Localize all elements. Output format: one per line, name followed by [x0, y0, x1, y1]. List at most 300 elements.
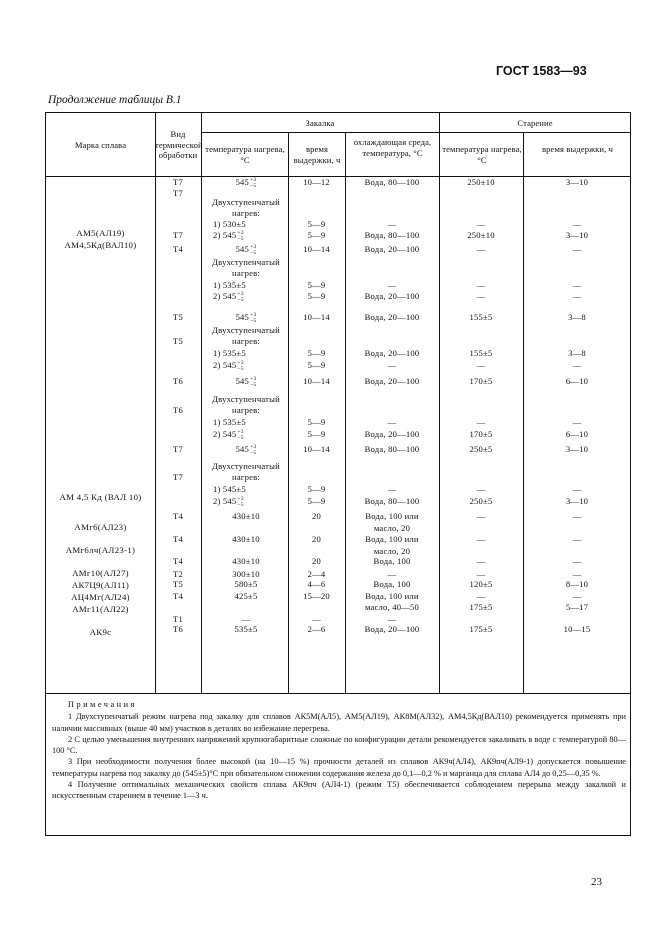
table-cell-text: —	[476, 569, 486, 579]
table-cell-text: —	[476, 591, 486, 601]
table-cell-heat	[155, 511, 201, 521]
table-cell-text: Вода, 100 или	[365, 511, 419, 521]
table-cell-temp	[213, 280, 279, 290]
table-cell-text: 545	[235, 376, 250, 386]
tolerance-lower: −5	[250, 450, 257, 457]
tolerance-lower: −5	[250, 318, 257, 325]
table-cell-heat	[155, 556, 201, 566]
tolerance-lower: −5	[250, 250, 257, 257]
table-cell-temp	[205, 405, 287, 415]
table-cell-atime	[523, 444, 631, 454]
header-aging-time: время выдержки, ч	[541, 144, 614, 154]
table-cell-temp	[205, 208, 287, 218]
table-cell-text: 535±5	[234, 624, 258, 634]
tolerance-mark	[237, 360, 243, 372]
table-cell-atime	[523, 556, 631, 566]
table-cell-temp	[205, 336, 287, 346]
tolerance-upper: +3	[250, 177, 257, 184]
table-cell-text: —	[387, 219, 397, 229]
table-cell-temp	[205, 556, 287, 566]
table-cell-time	[288, 312, 345, 322]
table-cell-text: —	[476, 244, 486, 254]
table-cell-text: 2) 545	[213, 291, 237, 301]
grade-label: АМг10(АЛ27)	[72, 568, 129, 578]
table-cell-temp	[205, 197, 287, 207]
table-cell-text: 3—8	[568, 312, 586, 322]
grade-label: АК9с	[89, 627, 112, 637]
table-cell-heat	[155, 444, 201, 454]
header-quench-medium: охлаждающая среда, температура, °С	[353, 137, 432, 158]
table-cell-text: —	[387, 569, 397, 579]
table-cell-atime	[523, 534, 631, 544]
table-cell-atemp	[439, 417, 523, 427]
tolerance-upper: +3	[237, 291, 244, 298]
table-cell-medium	[345, 614, 439, 624]
table-cell-temp	[205, 461, 287, 471]
table-cell-text: масло, 20	[373, 546, 411, 556]
table-cell-text: 10—14	[303, 244, 330, 254]
table-cell-temp	[213, 230, 279, 242]
table-cell-temp	[205, 244, 287, 256]
header-grade: Марка сплава	[74, 140, 127, 150]
table-cell-medium	[345, 360, 439, 370]
table-cell-heat	[155, 614, 201, 624]
table-cell-atemp	[439, 291, 523, 301]
header-heat: Вид термической обработки	[155, 129, 203, 160]
table-cell-heat	[155, 472, 201, 482]
grade-label: АМ5(АЛ19)	[76, 228, 125, 238]
tolerance-mark	[237, 496, 243, 508]
table-cell-text: Т7	[173, 444, 183, 454]
table-cell-heat	[155, 624, 201, 634]
table-cell-text: —	[572, 244, 582, 254]
table-cell-text: Т7	[173, 472, 183, 482]
table-cell-atemp	[439, 534, 523, 544]
table-cell-text: 6—10	[565, 376, 589, 386]
tolerance-mark	[237, 291, 243, 303]
tolerance-mark	[250, 376, 256, 388]
table-cell-text: Т4	[173, 244, 183, 254]
table-cell-atemp	[439, 429, 523, 439]
col-divider	[288, 133, 289, 694]
table-cell-text: 2) 545	[213, 230, 237, 240]
table-cell-text: Вода, 100 или	[365, 534, 419, 544]
table-cell-atemp	[439, 244, 523, 254]
table-cell-time	[288, 291, 345, 301]
table-cell-atime	[523, 591, 631, 601]
table-cell-text: 5—9	[307, 417, 326, 427]
table-cell-text: —	[387, 417, 397, 427]
table-cell-text: 120±5	[469, 579, 493, 589]
table-cell-text: 2—6	[307, 624, 326, 634]
col-divider	[155, 113, 156, 694]
table-cell-text: 430±10	[232, 511, 260, 521]
table-cell-atime	[523, 280, 631, 290]
table-cell-atemp	[439, 579, 523, 589]
table-cell-text: Вода, 80—100	[364, 177, 420, 187]
document-code: ГОСТ 1583—93	[496, 64, 587, 78]
table-cell-text: 3—8	[568, 348, 586, 358]
table-cell-temp	[213, 360, 279, 372]
table-cell-atime	[523, 429, 631, 439]
tolerance-upper: +3	[250, 444, 257, 451]
tolerance-mark	[237, 230, 243, 242]
table-cell-temp	[205, 511, 287, 521]
table-cell-time	[288, 360, 345, 370]
table-cell-atime	[523, 291, 631, 301]
table-cell-time	[288, 230, 345, 240]
table-cell-text: Т7	[173, 188, 183, 198]
table-cell-text: —	[387, 360, 397, 370]
tolerance-lower: −5	[237, 435, 244, 442]
table-cell-temp	[213, 219, 279, 229]
table-cell-text: 2) 545	[213, 360, 237, 370]
table-cell-medium	[345, 511, 439, 521]
table-cell-text: —	[476, 280, 486, 290]
header-aging-temp: температура нагрева, °С	[442, 144, 522, 165]
table-cell-text: —	[312, 614, 321, 624]
table-cell-medium	[345, 534, 439, 544]
header-quench-time: время выдержки, ч	[293, 144, 341, 165]
table-cell-heat	[155, 336, 201, 346]
table-cell-text: 170±5	[469, 429, 493, 439]
table-cell-medium	[345, 624, 439, 634]
table-cell-temp	[205, 376, 287, 388]
table-cell-text: 250±10	[467, 230, 495, 240]
table-cell-text: 10—15	[563, 624, 591, 634]
tolerance-lower: −5	[237, 297, 244, 304]
table-cell-text: 1) 535±5	[213, 348, 246, 358]
table-cell-text: Т6	[173, 376, 183, 386]
table-cell-text: —	[387, 280, 397, 290]
table-cell-heat	[155, 177, 201, 187]
table-cell-medium	[345, 429, 439, 439]
table-cell-medium	[345, 348, 439, 358]
table-cell-temp	[205, 325, 287, 335]
table-cell-text: —	[572, 360, 582, 370]
table-cell-text: 2) 545	[213, 429, 237, 439]
table-cell-text: 15—20	[303, 591, 330, 601]
table-cell-medium	[345, 312, 439, 322]
grade-label: АМг11(АЛ22)	[72, 604, 129, 614]
table-cell-atemp	[439, 376, 523, 386]
table-cell-text: 1) 530±5	[213, 219, 246, 229]
grade-label: АЦ4Мг(АЛ24)	[71, 592, 130, 602]
table-cell-text: 4—6	[307, 579, 326, 589]
table-cell-text: —	[572, 219, 582, 229]
tolerance-upper: +3	[250, 312, 257, 319]
table-cell-text: 10—12	[303, 177, 330, 187]
table-cell-text: —	[476, 219, 486, 229]
table-cell-text: Т5	[173, 579, 183, 589]
table-cell-atime	[523, 360, 631, 370]
table-cell-medium	[345, 484, 439, 494]
table-cell-text: Т1	[173, 614, 183, 624]
table-cell-text: 175±5	[469, 624, 493, 634]
table-cell-text: 5—9	[307, 429, 326, 439]
table-cell-text: 545	[235, 444, 250, 454]
table-cell-medium	[345, 219, 439, 229]
table-cell-text: нагрев:	[232, 472, 260, 482]
table-cell-atemp	[439, 556, 523, 566]
table-cell-text: Т4	[173, 591, 183, 601]
tolerance-upper: +3	[237, 429, 244, 436]
table-cell-text: —	[572, 417, 582, 427]
table-cell-time	[288, 376, 345, 386]
table-cell-text: масло, 20	[373, 523, 411, 533]
note-item: 1 Двухступенчатый режим нагрева под закалку для сплавов АК5М(АЛ5), АМ5(АЛ19), АК8М(АЛ32), АМ4,5Кд(ВАЛ10) рекомендуется применять при наличии массивных (выше 40 мм) участков в деталях во избежание перегрева.	[52, 712, 626, 733]
table-cell-time	[288, 624, 345, 634]
table-cell-text: 6—10	[565, 429, 589, 439]
table-cell-text: —	[572, 280, 582, 290]
table-cell-time	[288, 177, 345, 187]
table-cell-medium	[345, 602, 439, 612]
table-cell-atemp	[439, 511, 523, 521]
table-cell-text: —	[241, 614, 251, 624]
tolerance-lower: −5	[237, 236, 244, 243]
table-cell-text: 20	[312, 534, 321, 544]
table-cell-medium	[345, 230, 439, 240]
table-cell-heat	[155, 569, 201, 579]
table-cell-text: 3—10	[565, 496, 589, 506]
table-cell-text: нагрев:	[232, 208, 260, 218]
table-cell-medium	[345, 523, 439, 533]
table-cell-text: Вода, 100	[373, 556, 411, 566]
table-cell-medium	[345, 591, 439, 601]
table-cell-text: —	[572, 534, 582, 544]
table-cell-atemp	[439, 312, 523, 322]
table-cell-text: Вода, 100	[373, 579, 411, 589]
tolerance-lower: −5	[237, 366, 244, 373]
page-number: 23	[591, 876, 602, 888]
table-cell-text: 2—4	[307, 569, 326, 579]
table-cell-text: 5—9	[307, 230, 326, 240]
table-cell-time	[288, 429, 345, 439]
table-cell-text: Т5	[173, 312, 183, 322]
table-cell-text: Вода, 20—100	[364, 244, 420, 254]
table-cell-text: Т7	[173, 177, 183, 187]
table-cell-text: 3—10	[565, 177, 589, 187]
table-cell-text: —	[476, 511, 486, 521]
table-cell-text: Т4	[173, 556, 183, 566]
table-cell-atime	[523, 177, 631, 187]
table-cell-text: 8—10	[565, 579, 589, 589]
table-cell-medium	[345, 444, 439, 454]
table-cell-temp	[205, 591, 287, 601]
table-cell-atemp	[439, 360, 523, 370]
table-cell-temp	[205, 579, 287, 589]
tolerance-lower: −5	[250, 183, 257, 190]
table-cell-temp	[205, 268, 287, 278]
grade-label: АМг6(АЛ23)	[74, 522, 127, 532]
table-cell-atime	[523, 219, 631, 229]
note-item: 4 Получение оптимальных механических свойств сплава АК9пч (АЛ4-1) (режим Т5) обеспечивается соблюдением перерыва между закалкой и искусственным старением в течение 1—3 ч.	[52, 780, 626, 801]
table-cell-text: 1) 535±5	[213, 280, 246, 290]
table-cell-heat	[155, 376, 201, 386]
table-cell-text: Вода, 20—100	[364, 429, 420, 439]
table-cell-temp	[205, 614, 287, 624]
tolerance-mark	[250, 244, 256, 256]
table-cell-text: масло, 40—50	[364, 602, 420, 612]
table-cell-time	[288, 511, 345, 521]
table-cell-text: 175±5	[469, 602, 493, 612]
table-cell-text: Вода, 20—100	[364, 376, 420, 386]
table-cell-text: 10—14	[303, 444, 330, 454]
table-cell-medium	[345, 556, 439, 566]
grade-label: АМ 4,5 Кд (ВАЛ 10)	[59, 492, 142, 502]
header-aging: Старение	[517, 118, 553, 128]
table-cell-text: 10—14	[303, 376, 330, 386]
table-cell-temp	[213, 348, 279, 358]
tolerance-upper: +3	[250, 376, 257, 383]
table-cell-text: 170±5	[469, 376, 493, 386]
table-cell-text: Вода, 100 или	[365, 591, 419, 601]
table-cell-atemp	[439, 484, 523, 494]
table-cell-time	[288, 219, 345, 229]
table-cell-text: 3—10	[565, 230, 589, 240]
tolerance-mark	[250, 312, 256, 324]
table-cell-temp	[205, 177, 287, 189]
table-cell-text: 300±10	[232, 569, 260, 579]
table-cell-text: нагрев:	[232, 405, 260, 415]
table-cell-text: 20	[312, 511, 321, 521]
table-cell-atime	[523, 579, 631, 589]
table-cell-text: нагрев:	[232, 268, 260, 278]
table-cell-medium	[345, 280, 439, 290]
table-cell-text: 250±5	[469, 444, 493, 454]
table-cell-atime	[523, 417, 631, 427]
table-cell-atime	[523, 511, 631, 521]
table-cell-text: —	[572, 291, 582, 301]
table-cell-atime	[523, 244, 631, 254]
table-cell-text: —	[387, 484, 397, 494]
tolerance-mark	[250, 177, 256, 189]
table-cell-text: Вода, 20—100	[364, 312, 420, 322]
table-cell-text: 1) 545±5	[213, 484, 246, 494]
table-cell-medium	[345, 376, 439, 386]
table-cell-atime	[523, 376, 631, 386]
table-cell-text: 425±5	[234, 591, 258, 601]
table-cell-heat	[155, 591, 201, 601]
table-cell-text: Т6	[173, 405, 183, 415]
table-cell-heat	[155, 188, 201, 198]
table-cell-text: Двухступенчатый	[212, 325, 280, 335]
table-cell-text: Двухступенчатый	[212, 257, 280, 267]
tolerance-lower: −5	[250, 382, 257, 389]
table-cell-time	[288, 348, 345, 358]
table-cell-text: Двухступенчатый	[212, 461, 280, 471]
table-cell-text: Двухступенчатый	[212, 197, 280, 207]
table-cell-atime	[523, 496, 631, 506]
table-cell-text: 430±10	[232, 534, 260, 544]
table-cell-text: 10—14	[303, 312, 330, 322]
table-cell-text: Вода, 80—100	[364, 444, 420, 454]
table-cell-atemp	[439, 177, 523, 187]
notes-block	[52, 699, 626, 802]
table-cell-text: нагрев:	[232, 336, 260, 346]
table-cell-time	[288, 444, 345, 454]
table-cell-text: —	[476, 534, 486, 544]
table-cell-text: 545	[235, 244, 250, 254]
table-cell-medium	[345, 291, 439, 301]
table-cell-heat	[155, 230, 201, 240]
table-cell-atemp	[439, 602, 523, 612]
table-cell-text: 545	[235, 312, 250, 322]
header-quench: Закалка	[305, 118, 335, 128]
tolerance-upper: +3	[237, 496, 244, 503]
table-cell-time	[288, 569, 345, 579]
table-cell-temp	[205, 394, 287, 404]
header-quench-temp: температура нагрева, °С	[205, 144, 285, 165]
table-cell-text: 545	[235, 177, 250, 187]
table-cell-temp	[205, 257, 287, 267]
table-cell-temp	[213, 484, 279, 494]
grade-label: АМг6лч(АЛ23-1)	[65, 545, 136, 555]
table-cell-temp	[213, 496, 279, 508]
table-cell-text: 5—9	[307, 219, 326, 229]
table-cell-time	[288, 556, 345, 566]
table-cell-atime	[523, 569, 631, 579]
table-cell-temp	[213, 291, 279, 303]
table-cell-text: —	[572, 484, 582, 494]
table-cell-text: Т5	[173, 336, 183, 346]
table-cell-medium	[345, 177, 439, 187]
tolerance-lower: −5	[237, 502, 244, 509]
table-cell-medium	[345, 579, 439, 589]
table-cell-temp	[213, 429, 279, 441]
table-cell-atemp	[439, 444, 523, 454]
table-cell-text: 1) 535±5	[213, 417, 246, 427]
table-cell-medium	[345, 244, 439, 254]
table-cell-text: Двухступенчатый	[212, 394, 280, 404]
table-cell-heat	[155, 312, 201, 322]
grade-label: АК7Ц9(АЛ11)	[71, 580, 130, 590]
table-caption: Продолжение таблицы В.1	[48, 94, 182, 106]
table-cell-temp	[205, 624, 287, 634]
grade-label: АМ4,5Кд(ВАЛ10)	[64, 240, 137, 250]
table-cell-text: Вода, 80—100	[364, 496, 420, 506]
table-cell-text: 3—10	[565, 444, 589, 454]
row-divider	[46, 693, 631, 694]
table-cell-heat	[155, 405, 201, 415]
table-cell-text: Вода, 20—100	[364, 624, 420, 634]
table-cell-text: Т2	[173, 569, 183, 579]
table-cell-medium	[345, 569, 439, 579]
table-cell-text: 2) 545	[213, 496, 237, 506]
table-cell-text: 5—9	[307, 291, 326, 301]
table-cell-time	[288, 280, 345, 290]
table-cell-text: 155±5	[469, 348, 493, 358]
table-cell-time	[288, 534, 345, 544]
table-cell-temp	[205, 534, 287, 544]
table-cell-text: —	[476, 484, 486, 494]
table-cell-atime	[523, 312, 631, 322]
table-cell-text: 155±5	[469, 312, 493, 322]
table-cell-text: —	[476, 360, 486, 370]
table-cell-text: 5—9	[307, 348, 326, 358]
table-cell-text: —	[476, 556, 486, 566]
table-cell-atime	[523, 230, 631, 240]
table-cell-atemp	[439, 569, 523, 579]
table-cell-time	[288, 484, 345, 494]
table-cell-text: Т4	[173, 511, 183, 521]
table-cell-temp	[205, 312, 287, 324]
table-cell-text: 20	[312, 556, 321, 566]
table-cell-text: —	[572, 569, 582, 579]
row-divider	[201, 132, 631, 133]
table-cell-text: Вода, 20—100	[364, 291, 420, 301]
table-cell-time	[288, 244, 345, 254]
